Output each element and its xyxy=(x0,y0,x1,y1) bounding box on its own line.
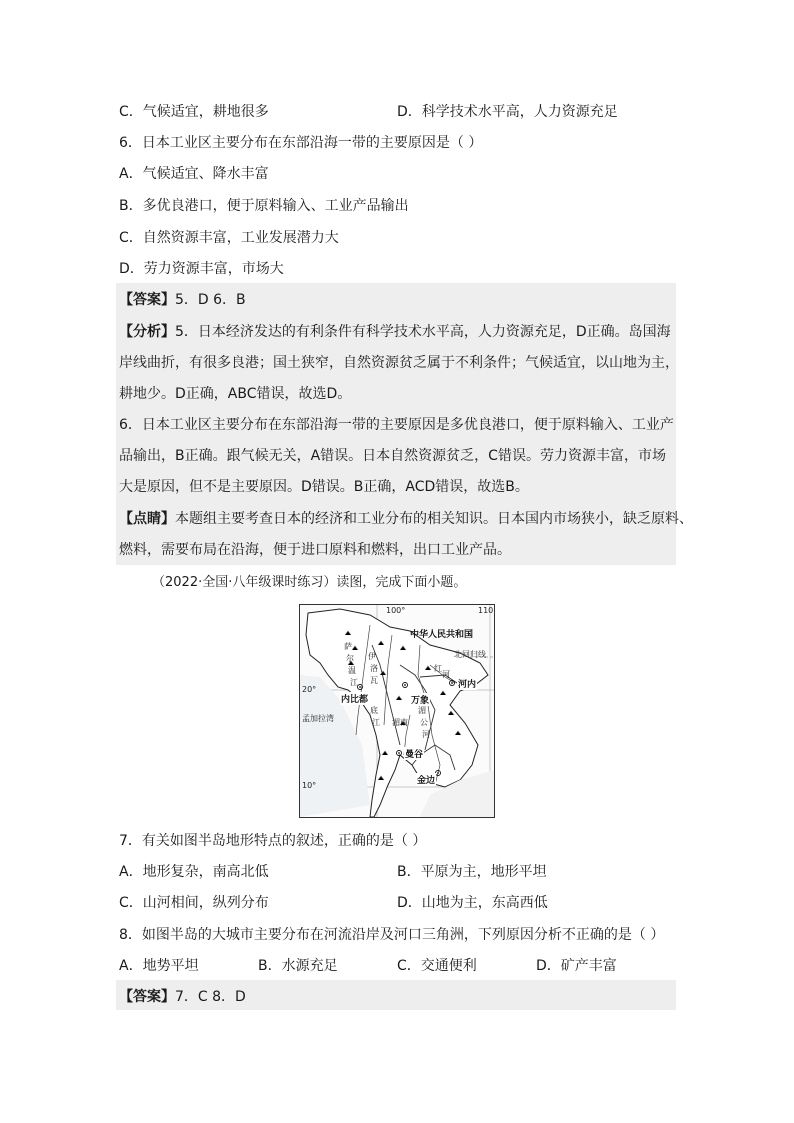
river-label-11: 公 xyxy=(420,718,428,727)
q6-option-b: B．多优良港口，便于原料输入、工业产品输出 xyxy=(119,198,409,214)
dianjing-text-1: 本题组主要考查日本的经济和工业分布的相关知识。日本国内市场狭小，缺乏原料、 xyxy=(175,511,693,527)
city-phnompenh: 金边 xyxy=(416,773,436,786)
q5-option-d: D．科学技术水平高，人力资源充足 xyxy=(397,104,618,120)
q8-stem: 8．如图半岛的大城市主要分布在河流沿岸及河口三角洲，下列原因分析不正确的是（ ） xyxy=(119,927,665,943)
q8-option-b: B．水源充足 xyxy=(258,958,338,974)
river-label-8: 底 xyxy=(370,706,378,715)
analysis-line-3: 耕地少。D正确，ABC错误，故选D。 xyxy=(119,386,352,402)
river-label-10: 湄 xyxy=(418,706,426,715)
country-label: 中华人民共和国 xyxy=(410,630,474,640)
answer2-tag: 【答案】 xyxy=(119,989,175,1005)
q8-option-a: A．地势平坦 xyxy=(119,958,199,974)
analysis-line-6: 大是原因，但不是主要原因。D错误。B正确，ACD错误，故选B。 xyxy=(119,479,529,495)
q7-stem: 7．有关如图半岛地形特点的叙述，正确的是（ ） xyxy=(119,833,427,849)
analysis-line-2: 岸线曲折，有很多良港；国土狭窄，自然资源贫乏属于不利条件；气候适宜，以山地为主， xyxy=(119,355,679,371)
dianjing-line-2: 燃料，需要布局在沿海，便于进口原料和燃料，出口工业产品。 xyxy=(119,542,511,558)
indochina-map xyxy=(299,604,495,818)
analysis-line-1 xyxy=(119,322,671,342)
river-label-5: 伊 xyxy=(368,652,376,661)
river-label-13: 红 xyxy=(434,664,442,673)
analysis-line-4: 6．日本工业区主要分布在东部沿海一带的主要原因是多优良港口，便于原料输入、工业产 xyxy=(119,417,674,433)
q6-option-c: C．自然资源丰富，工业发展潜力大 xyxy=(119,230,339,246)
city-naypyidaw: 内比都 xyxy=(340,692,369,705)
analysis-line-5: 品输出，B正确。跟气候无关，A错误。日本自然资源贫乏，C错误。劳力资源丰富，市场 xyxy=(119,448,666,464)
answer2-line xyxy=(119,987,246,1007)
river-label-2: 尔 xyxy=(346,654,354,663)
bay-of-bengal-label: 孟加拉湾 xyxy=(302,714,334,723)
q5-option-c: C．气候适宜，耕地很多 xyxy=(119,104,269,120)
q7-option-c: C．山河相间，纵列分布 xyxy=(119,895,269,911)
lat-20-label: 20° xyxy=(302,685,317,694)
q7-option-b: B．平原为主，地形平坦 xyxy=(397,864,547,880)
tropic-label: 北回归线 xyxy=(454,650,486,659)
q7-option-d: D．山地为主，东高西低 xyxy=(397,895,548,911)
river-label-14: 河 xyxy=(442,670,450,679)
river-label-12: 河 xyxy=(422,730,430,739)
analysis-text-1: 5．日本经济发达的有利条件有科学技术水平高，人力资源充足，D正确。岛国海 xyxy=(175,324,671,340)
river-label-9: 江 xyxy=(372,718,380,727)
q8-option-c: C．交通便利 xyxy=(397,958,477,974)
answer-line-1 xyxy=(119,290,246,310)
answer-text: 5．D 6．B xyxy=(175,292,246,308)
analysis-tag: 【分析】 xyxy=(119,324,175,340)
section-intro: （2022·全国·八年级课时练习）读图，完成下面小题。 xyxy=(152,575,467,590)
river-label-15: 湄南 xyxy=(392,718,408,727)
river-label-1: 萨 xyxy=(344,642,352,651)
q6-stem: 6．日本工业区主要分布在东部沿海一带的主要原因是（ ） xyxy=(119,135,483,151)
city-vientiane: 万象 xyxy=(410,693,430,706)
lon-100-label: 100° xyxy=(386,606,406,615)
q6-option-d: D．劳力资源丰富，市场大 xyxy=(119,261,284,277)
city-hanoi: 河内 xyxy=(457,677,477,690)
q7-option-a: A．地形复杂，南高北低 xyxy=(119,864,269,880)
dianjing-line-1 xyxy=(119,509,693,529)
river-label-7: 瓦 xyxy=(370,676,378,685)
river-label-4: 江 xyxy=(350,678,358,687)
answer2-text: 7．C 8．D xyxy=(175,989,246,1005)
dianjing-tag: 【点睛】 xyxy=(119,511,175,527)
q8-option-d: D．矿产丰富 xyxy=(536,958,617,974)
city-bangkok: 曼谷 xyxy=(404,747,424,760)
lat-10-label: 10° xyxy=(302,781,317,790)
lon-110-label: 110 xyxy=(478,606,494,615)
river-label-6: 洛 xyxy=(370,664,378,673)
answer-tag: 【答案】 xyxy=(119,292,175,308)
river-label-3: 温 xyxy=(348,666,356,675)
q6-option-a: A．气候适宜、降水丰富 xyxy=(119,166,269,182)
